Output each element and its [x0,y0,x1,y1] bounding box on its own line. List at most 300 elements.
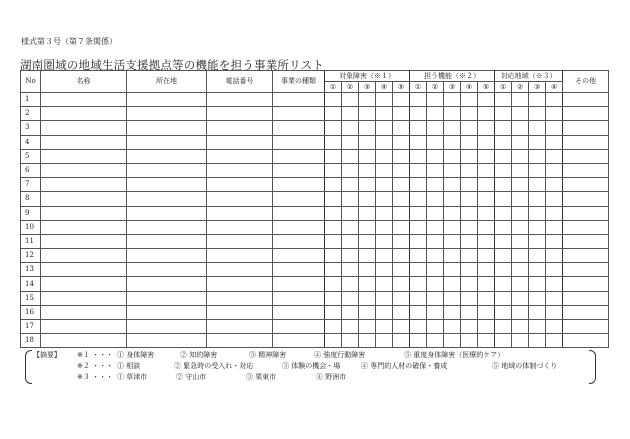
target-check-cell[interactable] [325,149,342,163]
business-type-cell[interactable] [273,192,325,206]
address-cell[interactable] [127,334,207,348]
name-cell[interactable] [41,206,127,220]
area-check-cell[interactable] [546,277,563,291]
target-check-cell[interactable] [393,334,410,348]
phone-cell[interactable] [207,263,273,277]
target-check-cell[interactable] [359,135,376,149]
function-check-cell[interactable] [461,249,478,263]
function-check-cell[interactable] [461,149,478,163]
phone-cell[interactable] [207,192,273,206]
target-check-cell[interactable] [325,121,342,135]
target-check-cell[interactable] [359,121,376,135]
name-cell[interactable] [41,291,127,305]
area-check-cell[interactable] [495,206,512,220]
name-cell[interactable] [41,107,127,121]
function-check-cell[interactable] [410,334,427,348]
function-check-cell[interactable] [444,178,461,192]
area-check-cell[interactable] [529,320,546,334]
area-check-cell[interactable] [495,234,512,248]
business-type-cell[interactable] [273,93,325,107]
phone-cell[interactable] [207,163,273,177]
address-cell[interactable] [127,107,207,121]
business-type-cell[interactable] [273,206,325,220]
target-check-cell[interactable] [393,135,410,149]
function-check-cell[interactable] [427,234,444,248]
target-check-cell[interactable] [393,263,410,277]
function-check-cell[interactable] [427,291,444,305]
function-check-cell[interactable] [461,263,478,277]
business-type-cell[interactable] [273,220,325,234]
name-cell[interactable] [41,234,127,248]
phone-cell[interactable] [207,93,273,107]
target-check-cell[interactable] [359,305,376,319]
function-check-cell[interactable] [478,220,495,234]
business-type-cell[interactable] [273,305,325,319]
area-check-cell[interactable] [546,334,563,348]
target-check-cell[interactable] [376,149,393,163]
function-check-cell[interactable] [427,320,444,334]
function-check-cell[interactable] [444,291,461,305]
area-check-cell[interactable] [529,192,546,206]
business-type-cell[interactable] [273,320,325,334]
function-check-cell[interactable] [410,135,427,149]
phone-cell[interactable] [207,320,273,334]
area-check-cell[interactable] [529,121,546,135]
function-check-cell[interactable] [427,149,444,163]
target-check-cell[interactable] [359,234,376,248]
address-cell[interactable] [127,121,207,135]
area-check-cell[interactable] [495,277,512,291]
address-cell[interactable] [127,178,207,192]
name-cell[interactable] [41,192,127,206]
target-check-cell[interactable] [342,334,359,348]
function-check-cell[interactable] [410,291,427,305]
function-check-cell[interactable] [427,277,444,291]
target-check-cell[interactable] [325,135,342,149]
business-type-cell[interactable] [273,149,325,163]
function-check-cell[interactable] [427,121,444,135]
area-check-cell[interactable] [512,107,529,121]
target-check-cell[interactable] [376,249,393,263]
target-check-cell[interactable] [376,334,393,348]
area-check-cell[interactable] [495,192,512,206]
target-check-cell[interactable] [325,277,342,291]
function-check-cell[interactable] [478,291,495,305]
name-cell[interactable] [41,135,127,149]
area-check-cell[interactable] [529,263,546,277]
area-check-cell[interactable] [546,291,563,305]
address-cell[interactable] [127,220,207,234]
area-check-cell[interactable] [512,163,529,177]
area-check-cell[interactable] [512,263,529,277]
area-check-cell[interactable] [529,206,546,220]
function-check-cell[interactable] [478,192,495,206]
business-type-cell[interactable] [273,249,325,263]
area-check-cell[interactable] [546,320,563,334]
target-check-cell[interactable] [359,163,376,177]
other-cell[interactable] [563,192,609,206]
function-check-cell[interactable] [478,163,495,177]
target-check-cell[interactable] [359,149,376,163]
address-cell[interactable] [127,249,207,263]
function-check-cell[interactable] [478,206,495,220]
other-cell[interactable] [563,263,609,277]
other-cell[interactable] [563,305,609,319]
function-check-cell[interactable] [444,163,461,177]
other-cell[interactable] [563,277,609,291]
area-check-cell[interactable] [495,320,512,334]
name-cell[interactable] [41,178,127,192]
function-check-cell[interactable] [427,220,444,234]
area-check-cell[interactable] [546,192,563,206]
area-check-cell[interactable] [546,206,563,220]
name-cell[interactable] [41,220,127,234]
area-check-cell[interactable] [495,220,512,234]
other-cell[interactable] [563,121,609,135]
name-cell[interactable] [41,149,127,163]
target-check-cell[interactable] [342,107,359,121]
business-type-cell[interactable] [273,178,325,192]
area-check-cell[interactable] [529,277,546,291]
target-check-cell[interactable] [325,234,342,248]
function-check-cell[interactable] [410,107,427,121]
target-check-cell[interactable] [359,249,376,263]
function-check-cell[interactable] [461,291,478,305]
other-cell[interactable] [563,334,609,348]
function-check-cell[interactable] [410,178,427,192]
area-check-cell[interactable] [529,135,546,149]
address-cell[interactable] [127,163,207,177]
area-check-cell[interactable] [512,93,529,107]
target-check-cell[interactable] [376,121,393,135]
target-check-cell[interactable] [393,234,410,248]
area-check-cell[interactable] [512,334,529,348]
target-check-cell[interactable] [393,291,410,305]
area-check-cell[interactable] [529,220,546,234]
target-check-cell[interactable] [359,220,376,234]
target-check-cell[interactable] [393,249,410,263]
other-cell[interactable] [563,320,609,334]
area-check-cell[interactable] [546,305,563,319]
function-check-cell[interactable] [461,220,478,234]
area-check-cell[interactable] [529,93,546,107]
other-cell[interactable] [563,163,609,177]
target-check-cell[interactable] [325,163,342,177]
name-cell[interactable] [41,93,127,107]
area-check-cell[interactable] [512,206,529,220]
function-check-cell[interactable] [444,149,461,163]
function-check-cell[interactable] [444,305,461,319]
other-cell[interactable] [563,249,609,263]
function-check-cell[interactable] [461,206,478,220]
address-cell[interactable] [127,291,207,305]
phone-cell[interactable] [207,249,273,263]
target-check-cell[interactable] [376,163,393,177]
area-check-cell[interactable] [529,107,546,121]
area-check-cell[interactable] [495,163,512,177]
target-check-cell[interactable] [359,178,376,192]
target-check-cell[interactable] [342,135,359,149]
area-check-cell[interactable] [512,149,529,163]
function-check-cell[interactable] [461,334,478,348]
phone-cell[interactable] [207,121,273,135]
area-check-cell[interactable] [512,192,529,206]
target-check-cell[interactable] [359,263,376,277]
function-check-cell[interactable] [461,178,478,192]
phone-cell[interactable] [207,206,273,220]
business-type-cell[interactable] [273,334,325,348]
area-check-cell[interactable] [546,263,563,277]
target-check-cell[interactable] [359,291,376,305]
target-check-cell[interactable] [393,305,410,319]
function-check-cell[interactable] [478,107,495,121]
target-check-cell[interactable] [325,107,342,121]
target-check-cell[interactable] [342,206,359,220]
function-check-cell[interactable] [427,135,444,149]
target-check-cell[interactable] [325,178,342,192]
function-check-cell[interactable] [410,163,427,177]
address-cell[interactable] [127,206,207,220]
function-check-cell[interactable] [410,220,427,234]
area-check-cell[interactable] [495,107,512,121]
area-check-cell[interactable] [495,149,512,163]
area-check-cell[interactable] [512,277,529,291]
address-cell[interactable] [127,277,207,291]
target-check-cell[interactable] [342,149,359,163]
target-check-cell[interactable] [325,334,342,348]
function-check-cell[interactable] [461,234,478,248]
function-check-cell[interactable] [410,121,427,135]
phone-cell[interactable] [207,107,273,121]
function-check-cell[interactable] [427,305,444,319]
business-type-cell[interactable] [273,135,325,149]
business-type-cell[interactable] [273,263,325,277]
business-type-cell[interactable] [273,277,325,291]
target-check-cell[interactable] [342,163,359,177]
function-check-cell[interactable] [478,334,495,348]
target-check-cell[interactable] [359,107,376,121]
function-check-cell[interactable] [444,334,461,348]
area-check-cell[interactable] [495,263,512,277]
area-check-cell[interactable] [529,291,546,305]
area-check-cell[interactable] [512,249,529,263]
address-cell[interactable] [127,305,207,319]
target-check-cell[interactable] [325,305,342,319]
function-check-cell[interactable] [410,320,427,334]
target-check-cell[interactable] [342,178,359,192]
target-check-cell[interactable] [342,277,359,291]
function-check-cell[interactable] [427,192,444,206]
name-cell[interactable] [41,320,127,334]
target-check-cell[interactable] [342,291,359,305]
target-check-cell[interactable] [376,107,393,121]
function-check-cell[interactable] [444,277,461,291]
target-check-cell[interactable] [342,249,359,263]
function-check-cell[interactable] [444,263,461,277]
function-check-cell[interactable] [478,121,495,135]
other-cell[interactable] [563,178,609,192]
area-check-cell[interactable] [546,149,563,163]
area-check-cell[interactable] [495,305,512,319]
phone-cell[interactable] [207,334,273,348]
target-check-cell[interactable] [342,320,359,334]
name-cell[interactable] [41,163,127,177]
target-check-cell[interactable] [393,220,410,234]
area-check-cell[interactable] [512,234,529,248]
target-check-cell[interactable] [325,93,342,107]
target-check-cell[interactable] [376,135,393,149]
area-check-cell[interactable] [529,163,546,177]
phone-cell[interactable] [207,291,273,305]
target-check-cell[interactable] [393,121,410,135]
target-check-cell[interactable] [325,320,342,334]
target-check-cell[interactable] [393,178,410,192]
target-check-cell[interactable] [359,277,376,291]
target-check-cell[interactable] [325,291,342,305]
target-check-cell[interactable] [325,220,342,234]
function-check-cell[interactable] [410,249,427,263]
function-check-cell[interactable] [427,178,444,192]
function-check-cell[interactable] [478,305,495,319]
function-check-cell[interactable] [410,277,427,291]
target-check-cell[interactable] [325,249,342,263]
target-check-cell[interactable] [376,93,393,107]
target-check-cell[interactable] [359,320,376,334]
business-type-cell[interactable] [273,234,325,248]
target-check-cell[interactable] [393,149,410,163]
function-check-cell[interactable] [427,107,444,121]
function-check-cell[interactable] [410,234,427,248]
area-check-cell[interactable] [546,121,563,135]
area-check-cell[interactable] [495,178,512,192]
function-check-cell[interactable] [444,121,461,135]
other-cell[interactable] [563,291,609,305]
function-check-cell[interactable] [444,206,461,220]
target-check-cell[interactable] [393,163,410,177]
other-cell[interactable] [563,93,609,107]
function-check-cell[interactable] [478,93,495,107]
target-check-cell[interactable] [359,192,376,206]
name-cell[interactable] [41,249,127,263]
address-cell[interactable] [127,263,207,277]
function-check-cell[interactable] [478,178,495,192]
function-check-cell[interactable] [444,220,461,234]
area-check-cell[interactable] [546,178,563,192]
area-check-cell[interactable] [546,135,563,149]
other-cell[interactable] [563,135,609,149]
area-check-cell[interactable] [546,220,563,234]
function-check-cell[interactable] [444,107,461,121]
target-check-cell[interactable] [393,93,410,107]
function-check-cell[interactable] [478,277,495,291]
target-check-cell[interactable] [376,192,393,206]
address-cell[interactable] [127,192,207,206]
phone-cell[interactable] [207,277,273,291]
function-check-cell[interactable] [427,263,444,277]
area-check-cell[interactable] [529,149,546,163]
function-check-cell[interactable] [427,206,444,220]
target-check-cell[interactable] [342,121,359,135]
name-cell[interactable] [41,334,127,348]
area-check-cell[interactable] [529,334,546,348]
area-check-cell[interactable] [529,249,546,263]
area-check-cell[interactable] [495,249,512,263]
address-cell[interactable] [127,149,207,163]
target-check-cell[interactable] [359,334,376,348]
target-check-cell[interactable] [342,305,359,319]
area-check-cell[interactable] [495,135,512,149]
target-check-cell[interactable] [376,291,393,305]
target-check-cell[interactable] [325,206,342,220]
target-check-cell[interactable] [342,93,359,107]
area-check-cell[interactable] [512,291,529,305]
function-check-cell[interactable] [444,93,461,107]
area-check-cell[interactable] [529,234,546,248]
target-check-cell[interactable] [393,320,410,334]
name-cell[interactable] [41,277,127,291]
function-check-cell[interactable] [461,305,478,319]
target-check-cell[interactable] [376,234,393,248]
phone-cell[interactable] [207,305,273,319]
phone-cell[interactable] [207,178,273,192]
function-check-cell[interactable] [461,163,478,177]
area-check-cell[interactable] [512,178,529,192]
area-check-cell[interactable] [546,163,563,177]
name-cell[interactable] [41,305,127,319]
target-check-cell[interactable] [376,277,393,291]
target-check-cell[interactable] [342,192,359,206]
target-check-cell[interactable] [325,263,342,277]
area-check-cell[interactable] [495,334,512,348]
function-check-cell[interactable] [461,107,478,121]
function-check-cell[interactable] [444,135,461,149]
function-check-cell[interactable] [461,93,478,107]
function-check-cell[interactable] [444,234,461,248]
address-cell[interactable] [127,135,207,149]
address-cell[interactable] [127,320,207,334]
area-check-cell[interactable] [495,291,512,305]
other-cell[interactable] [563,234,609,248]
target-check-cell[interactable] [393,206,410,220]
target-check-cell[interactable] [376,305,393,319]
function-check-cell[interactable] [478,263,495,277]
function-check-cell[interactable] [410,263,427,277]
other-cell[interactable] [563,149,609,163]
area-check-cell[interactable] [512,305,529,319]
target-check-cell[interactable] [359,93,376,107]
function-check-cell[interactable] [444,192,461,206]
target-check-cell[interactable] [325,192,342,206]
area-check-cell[interactable] [512,135,529,149]
function-check-cell[interactable] [478,149,495,163]
function-check-cell[interactable] [410,305,427,319]
phone-cell[interactable] [207,220,273,234]
other-cell[interactable] [563,220,609,234]
function-check-cell[interactable] [444,320,461,334]
function-check-cell[interactable] [461,320,478,334]
name-cell[interactable] [41,121,127,135]
function-check-cell[interactable] [410,149,427,163]
business-type-cell[interactable] [273,291,325,305]
phone-cell[interactable] [207,149,273,163]
area-check-cell[interactable] [546,249,563,263]
area-check-cell[interactable] [529,305,546,319]
phone-cell[interactable] [207,234,273,248]
function-check-cell[interactable] [461,121,478,135]
function-check-cell[interactable] [478,135,495,149]
business-type-cell[interactable] [273,121,325,135]
phone-cell[interactable] [207,135,273,149]
